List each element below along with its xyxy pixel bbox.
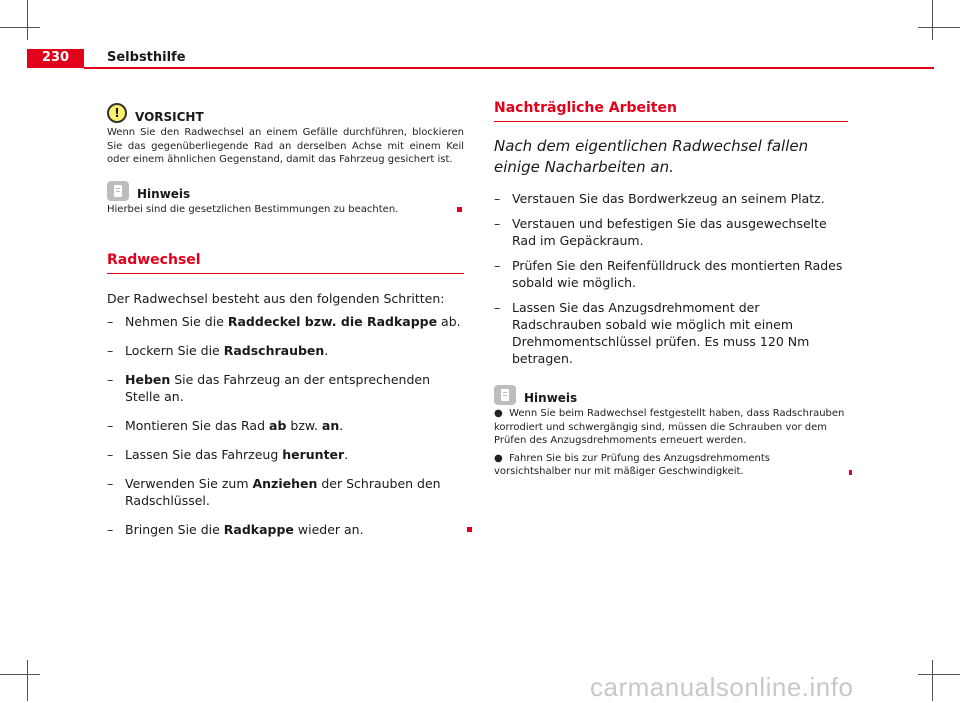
step-list: [107, 313, 464, 538]
caution-heading: [107, 102, 464, 124]
bullet-text: Fahren Sie bis zur Prüfung des Anzugsdrehmoments vorsichtshalber nur mit mäßiger Geschwindigkeit.: [494, 452, 770, 477]
step-bold: Heben: [125, 372, 171, 387]
crop-mark: [932, 660, 933, 701]
step-text: Lockern Sie die: [125, 343, 224, 358]
crop-mark: [0, 27, 40, 28]
list-item: – Prüfen Sie den Reifenfülldruck des montierten Rades sobald wie möglich.: [494, 257, 848, 291]
step-text: Lassen Sie das Fahrzeug: [125, 447, 283, 462]
step-text: .: [324, 343, 329, 358]
note-title: Hinweis: [524, 391, 578, 405]
running-title: Selbsthilfe: [107, 50, 186, 65]
step-bold: Radschrauben: [223, 343, 325, 358]
crop-mark: [27, 660, 28, 701]
intro-text: Der Radwechsel besteht aus den folgenden Schritten:: [107, 291, 445, 306]
list-item: [107, 521, 464, 538]
list-item: [107, 313, 464, 330]
right-column: [494, 100, 848, 479]
note-row: [107, 203, 464, 217]
step-bold: herunter: [282, 447, 345, 462]
note-heading: [107, 181, 464, 201]
bullet-line: [494, 452, 849, 479]
note-icon: [107, 181, 129, 201]
caution-text: Wenn Sie den Radwechsel an einem Gefälle durchführen, blockieren Sie das gegenüberliegende Rad an derselben Achse mit einem Keil oder einem ähnlichen Gegenstand, damit das Fahrzeug gesichert ist.: [107, 127, 464, 165]
step-text: Montieren Sie das Rad: [125, 418, 270, 433]
crop-mark: [932, 0, 933, 40]
list-item: [107, 342, 464, 359]
crop-mark: [27, 0, 28, 40]
header-rule: [84, 67, 934, 69]
page-number: 230: [41, 50, 70, 65]
list-item: – Lassen Sie das Anzugsdrehmoment der Radschrauben sobald wie möglich mit einem Drehmomentschlüssel prüfen. Es muss 120 Nm betragen.: [494, 299, 848, 367]
crop-mark: [918, 674, 960, 675]
step-bold: Anziehen: [252, 476, 318, 491]
bullet-dot: ●: [494, 408, 510, 419]
intro-text: Nach dem eigentlichen Radwechsel fallen einige Nacharbeiten an.: [494, 137, 809, 176]
note-icon: [494, 385, 516, 405]
bullet-text: Wenn Sie beim Radwechsel festgestellt haben, dass Radschrauben korrodiert und schwergängig sind, müssen die Schrauben vor dem Prüfen des Anzugsdrehmoments erneuert werden.: [494, 408, 845, 446]
bullet-dot: ●: [494, 452, 510, 464]
step-text: .: [339, 418, 344, 433]
step-line: [125, 521, 364, 538]
step-list: [494, 190, 848, 367]
list-item: – Verstauen und befestigen Sie das ausgewechselte Rad im Gepäckraum.: [494, 215, 848, 249]
left-column: [107, 100, 464, 538]
end-mark: [849, 470, 852, 475]
exclamation-circle-icon: !: [107, 103, 127, 123]
step-text: ab.: [437, 314, 461, 329]
step-bold: ab: [269, 418, 287, 433]
step-text: Nehmen Sie die: [125, 314, 228, 329]
note-text: Hierbei sind die gesetzlichen Bestimmungen zu beachten.: [107, 203, 399, 215]
step-text: bzw.: [286, 418, 322, 433]
step-bold: an: [321, 418, 340, 433]
step-text: der Schrauben den Radschlüssel.: [125, 476, 441, 508]
step-text: .: [344, 447, 349, 462]
note-bullet: [494, 452, 848, 479]
note-title: Hinweis: [137, 186, 191, 201]
list-item: [107, 371, 464, 405]
step-bold: Radkappe: [223, 522, 294, 537]
step-bold: Raddeckel bzw. die Radkappe: [227, 314, 438, 329]
step-text: Sie das Fahrzeug an der entsprechenden Stelle an.: [125, 372, 431, 404]
section-title-radwechsel: Radwechsel: [107, 252, 464, 274]
end-mark: [457, 207, 462, 212]
note-bullet: [494, 407, 848, 448]
step-text: wieder an.: [293, 522, 364, 537]
section-title-nacharbeiten: Nachträgliche Arbeiten: [494, 100, 848, 122]
list-item: [107, 446, 464, 463]
watermark: carmanualsonline.info: [590, 672, 854, 702]
end-mark: [467, 527, 472, 532]
step-text: Verwenden Sie zum: [125, 476, 253, 491]
note-heading: [494, 385, 848, 405]
step-text: Bringen Sie die: [125, 522, 224, 537]
list-item: [107, 475, 464, 509]
crop-mark: [0, 674, 40, 675]
crop-mark: [918, 27, 960, 28]
list-item: [107, 417, 464, 434]
list-item: – Verstauen Sie das Bordwerkzeug an seinem Platz.: [494, 190, 848, 207]
caution-title: VORSICHT: [135, 110, 204, 124]
